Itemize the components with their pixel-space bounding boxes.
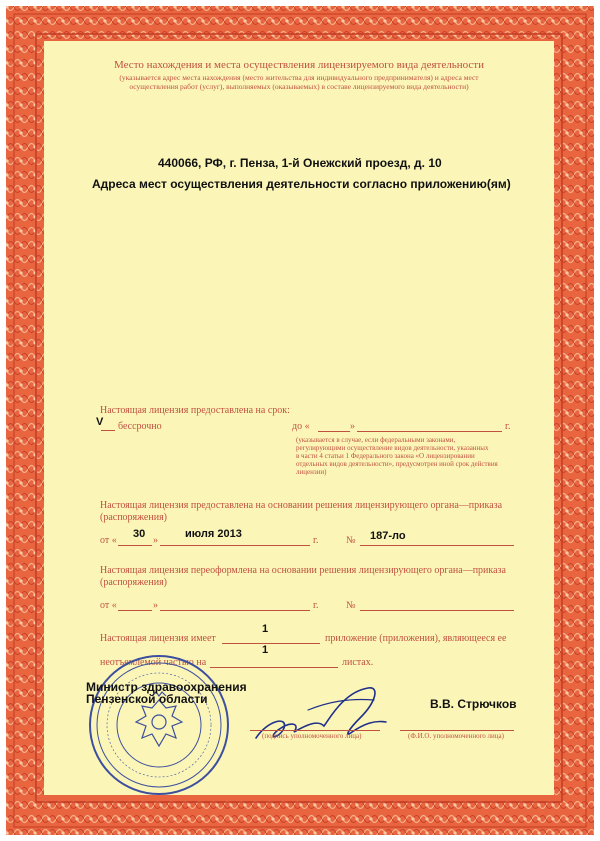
attachments-count: 1 [262,623,269,635]
header-title: Место нахождения и места осуществления лицензируемого вида деятельности [114,59,484,71]
basis-year-suffix: г. [313,535,319,546]
term-note-4: отдельных видов деятельности», предусмотрен иной срок действия [296,460,498,468]
header-note-1: (указывается адрес места нахождения (место жительства для индивидуального предпринимателя) и адреса мест [119,73,479,82]
attachments-count-line [222,643,320,644]
header-note-2: осуществления работ (услуг), выполняемых (оказываемых) в составе лицензируемого вида деятельности) [129,82,469,91]
attachments-sheets-suffix: листах. [342,657,374,668]
attachments-suffix: приложение (приложения), являющееся ее [325,633,507,644]
term-until-prefix: до « [292,421,310,432]
term-label: Настоящая лицензия предоставлена на срок: [100,405,290,416]
reissue-label-1: Настоящая лицензия переоформлена на основании решения лицензирующего органа—приказа [100,565,506,576]
name-line [400,730,514,731]
term-day-line [318,431,350,432]
places-address: Адреса мест осуществления деятельности согласно приложению(ям) [92,177,511,191]
reissue-day-line [118,610,152,611]
term-note-3: в части 4 статьи 1 Федерального закона «О лицензировании [296,452,475,460]
reissue-number-sign: № [346,600,356,611]
term-until-mid: » [350,421,355,432]
basis-day: 30 [133,528,146,540]
term-checkmark: V [96,416,104,428]
attachments-part-label: неотъемлемой частью на [100,657,207,668]
basis-from-prefix: от « [100,535,117,546]
main-address: 440066, РФ, г. Пенза, 1-й Онежский проезд, д. 10 [158,156,442,170]
signer-position-1: Министр здравоохранения [86,680,247,694]
attachments-label: Настоящая лицензия имеет [100,633,216,644]
term-date-line [357,431,502,432]
official-stamp [86,652,232,798]
signer-position-2: Пензенской области [86,692,208,706]
basis-number: 187-ло [370,530,406,542]
reissue-date-line [160,610,310,611]
basis-close-quote: » [153,535,158,546]
basis-label-2: (распоряжения) [100,512,168,523]
reissue-number-line [360,610,514,611]
name-caption: (Ф.И.О. уполномоченного лица) [408,732,504,740]
term-note-2: регулирующими осуществление видов деятельности, указанных [296,444,489,452]
basis-day-line [118,545,152,546]
basis-date-line [160,545,310,546]
term-checkbox-line [101,430,115,431]
signature-line [250,730,380,731]
basis-number-sign: № [346,535,356,546]
basis-month-year: июля 2013 [185,528,242,540]
term-year-suffix: г. [505,421,511,432]
basis-number-line [360,545,514,546]
signature-caption: (подпись уполномоченного лица) [262,732,362,740]
attachments-sheets: 1 [262,644,269,656]
basis-label-1: Настоящая лицензия предоставлена на основании решения лицензирующего органа—приказа [100,500,503,511]
reissue-label-2: (распоряжения) [100,577,168,588]
term-note-5: лицензии) [296,468,327,476]
term-note-1: (указывается в случае, если федеральными законами, [296,436,456,444]
reissue-year-suffix: г. [313,600,319,611]
term-indefinite: бессрочно [118,421,162,432]
signer-name: В.В. Стрючков [430,697,517,711]
reissue-close-quote: » [153,600,158,611]
reissue-from-prefix: от « [100,600,117,611]
